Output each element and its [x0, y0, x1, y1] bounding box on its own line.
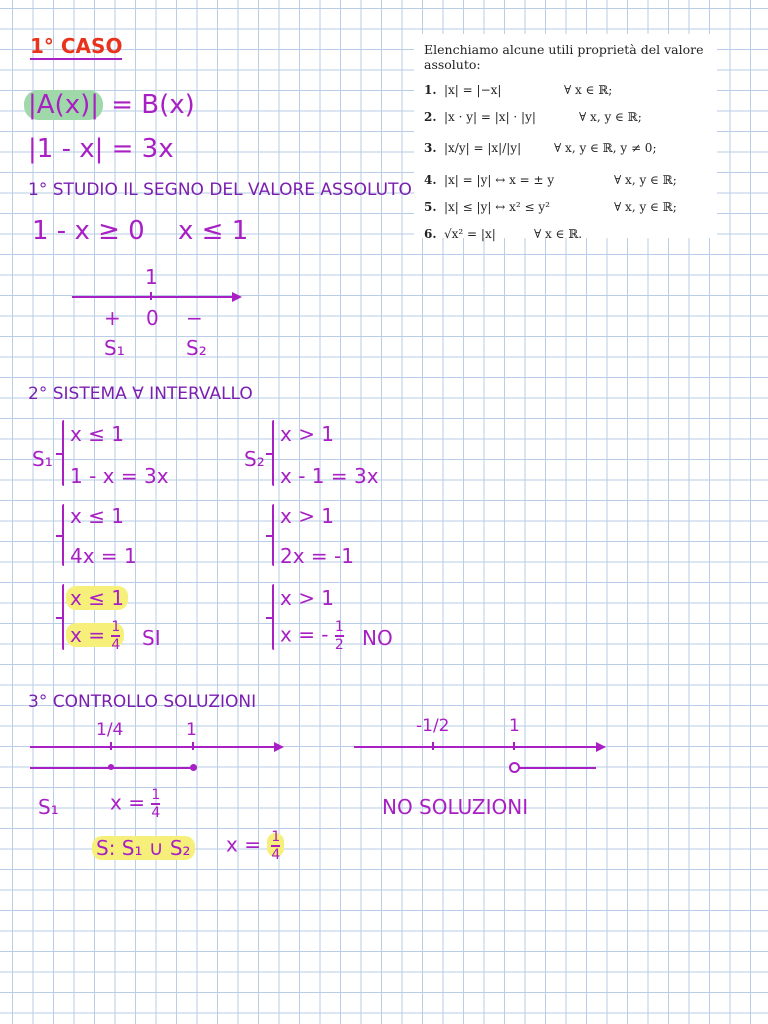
s2-sys2-a: x > 1 — [280, 504, 335, 528]
system-brace — [272, 420, 274, 486]
system-brace — [272, 504, 274, 566]
step1-result: x ≤ 1 — [178, 216, 249, 246]
final-union: S: S₁ ∪ S₂ — [92, 836, 195, 860]
s1-sys1-a: x ≤ 1 — [70, 422, 125, 446]
s1-sys3-b: x = $\frac{1}{4}$ — [66, 620, 124, 652]
tick-mark — [192, 742, 194, 750]
s1-result: x = $\frac{1}{4}$ — [110, 787, 161, 821]
no-solutions: NO SOLUZIONI — [382, 795, 529, 819]
s1-system-label: S₁ — [32, 447, 53, 471]
right-line-label-b: 1 — [509, 716, 520, 736]
case-title: 1° CASO — [30, 34, 123, 58]
step2-title: 2° SISTEMA ∀ INTERVALLO — [28, 384, 253, 404]
tick-mark — [432, 742, 434, 750]
left-line-label-a: 1/4 — [96, 720, 124, 740]
point-marker — [108, 764, 114, 770]
s2-system-label: S₂ — [244, 447, 265, 471]
system-brace — [62, 504, 64, 566]
arrow-icon — [232, 292, 242, 302]
s2-sys3-a: x > 1 — [280, 586, 335, 610]
s2-sys1-a: x > 1 — [280, 422, 335, 446]
point-marker — [190, 764, 197, 771]
si-label: SI — [142, 626, 161, 650]
tick-mark — [513, 742, 515, 750]
s1-sys3-a: x ≤ 1 — [66, 586, 128, 610]
step1-inequality: 1 - x ≥ 0 — [32, 216, 145, 246]
no-label: NO — [362, 626, 393, 650]
s1-result-label: S₁ — [38, 795, 59, 819]
tick-mark — [110, 742, 112, 750]
line1-s1: S₁ — [104, 336, 125, 360]
right-number-line — [354, 746, 596, 748]
property-row: 1. |x| = |−x| ∀ x ∈ ℝ; — [424, 82, 613, 97]
system-brace — [62, 584, 64, 650]
line1-zero: 0 — [146, 306, 159, 330]
line1-s2: S₂ — [186, 336, 207, 360]
line1-minus: − — [186, 306, 203, 330]
arrow-icon — [596, 742, 606, 752]
property-row: 6. √x² = |x| ∀ x ∈ ℝ. — [424, 226, 583, 241]
property-row: 2. |x · y| = |x| · |y| ∀ x, y ∈ ℝ; — [424, 109, 642, 124]
number-line-1 — [72, 296, 232, 298]
final-solution: x = $\frac{1}{4}$ — [226, 830, 284, 862]
step3-title: 3° CONTROLLO SOLUZIONI — [28, 692, 257, 712]
system-brace — [62, 420, 64, 486]
s1-sys1-b: 1 - x = 3x — [70, 464, 169, 488]
specific-equation: |1 - x| = 3x — [28, 134, 174, 164]
left-line-label-b: 1 — [186, 720, 197, 740]
system-brace — [272, 584, 274, 650]
property-row: 5. |x| ≤ |y| ↔ x² ≤ y² ∀ x, y ∈ ℝ; — [424, 199, 677, 214]
tick-mark — [150, 292, 152, 300]
left-number-line — [30, 746, 274, 748]
right-line-label-a: -1/2 — [416, 716, 450, 736]
line1-top-label: 1 — [145, 265, 158, 289]
s2-sys1-b: x - 1 = 3x — [280, 464, 379, 488]
properties-box — [414, 34, 717, 241]
properties-title: Elenchiamo alcune utili proprietà del valore assoluto: — [424, 42, 704, 72]
s1-sys2-a: x ≤ 1 — [70, 504, 125, 528]
s2-sys3-b: x = - $\frac{1}{2}$ — [280, 619, 344, 653]
right-solution-segment — [514, 767, 596, 769]
arrow-icon — [274, 742, 284, 752]
line1-plus: + — [104, 306, 121, 330]
open-point-marker — [509, 762, 520, 773]
property-row: 3. |x/y| = |x|/|y| ∀ x, y ∈ ℝ, y ≠ 0; — [424, 141, 657, 155]
general-equation: |A(x)| = B(x) — [24, 90, 195, 120]
property-row: 4. |x| = |y| ↔ x = ± y ∀ x, y ∈ ℝ; — [424, 172, 677, 187]
step1-title: 1° STUDIO IL SEGNO DEL VALORE ASSOLUTO — [28, 180, 412, 200]
s2-sys2-b: 2x = -1 — [280, 544, 354, 568]
s1-sys2-b: 4x = 1 — [70, 544, 137, 568]
